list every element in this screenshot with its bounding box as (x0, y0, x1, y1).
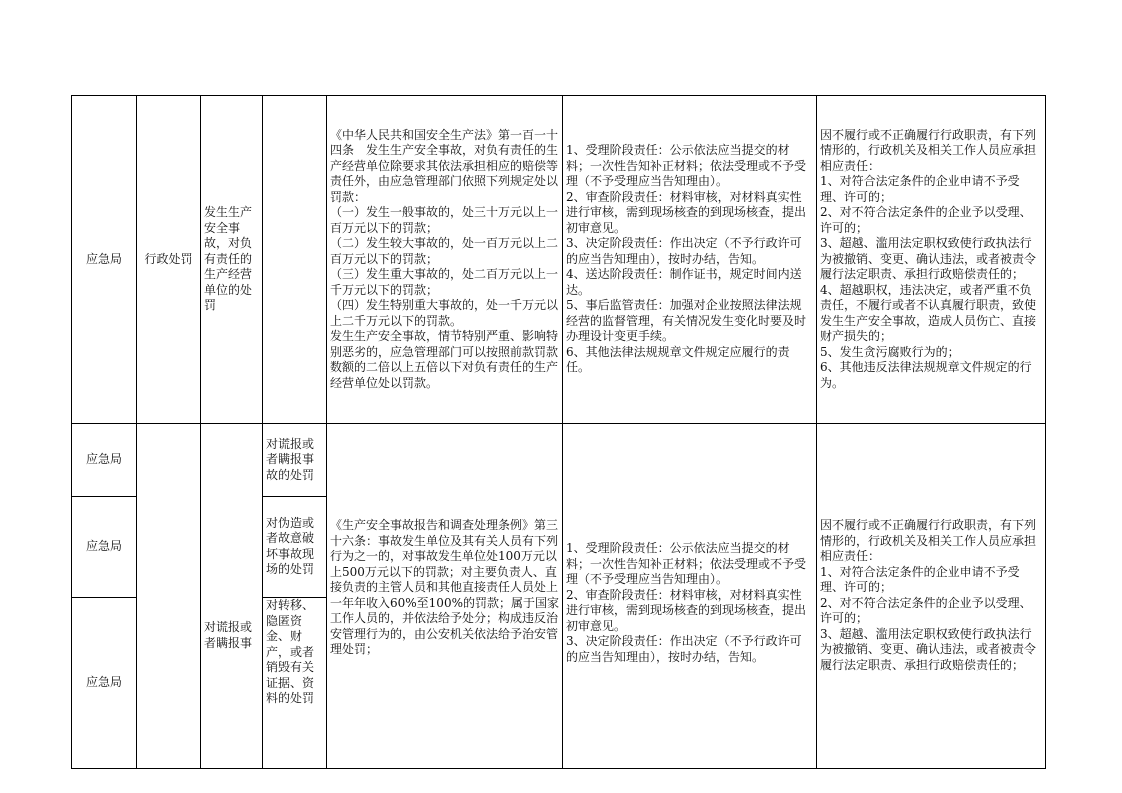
category-cell (137, 424, 201, 769)
legal-basis-text: 《生产安全事故报告和调查处理条例》第三十六条：事故发生单位及其有关人员有下列行为之一的，对事故发生单位处100万元以上500万元以下的罚款；对主要负责人、直接负责的主管人员和其他直接责任人员处上一年年收入60%至100%的罚款；属于国家工作人员的，并依法给予处分；构成违反治安管理行为的，由公安机关依法给予治安管理处罚； (330, 518, 559, 656)
category-cell: 行政处罚 (137, 96, 201, 424)
dept-cell: 应急局 (72, 96, 137, 424)
responsibility-text: 1、受理阶段责任：公示依法应当提交的材料；一次性告知补正材料；依法受理或不予受理（不予受理应当告知理由）。 2、审查阶段责任：材料审核，对材料真实性进行审核，需到现场核查的到现场核查，提出初审意见。 3、决定阶段责任：作出决定（不予行政许可的应当告知理由），按时办结，告知。 (566, 541, 807, 664)
item-text: 对谎报或者瞒报事 (204, 620, 253, 650)
accountability-cell: 因不履行或不正确履行行政职责，有下列情形的，行政机关及相关工作人员应承担相应责任： 1、对符合法定条件的企业申请不予受理、许可的； 2、对不符合法定条件的企业予以受理、许可的； 3、超越、滥用法定职权致使行政执法行为被撤销、变更、确认违法，或者被责令履行法定职责、承担行政赔偿责任的； 4、超越职权，违法决定，或者严重不负责任，不履行或者不认真履行职责，致使发生生产安全事故，造成人员伤亡、直接财产损失的； 5、发生贪污腐败行为的； 6、其他违反法律法规规章文件规定的行为。 (817, 96, 1046, 424)
dept-cell: 应急局 (72, 598, 137, 769)
item-cell: 发生生产安全事故，对负有责任的生产经营单位的处罚 (201, 96, 263, 424)
dept-cell: 应急局 (72, 496, 137, 597)
legal-basis-cell: 《中华人民共和国安全生产法》第一百一十四条 发生生产安全事故，对负有责任的生产经营单位除要求其依法承担相应的赔偿等责任外，由应急管理部门依照下列规定处以罚款： （一）发生一般事故的，处三十万元以上一百万元以下的罚款； （二）发生较大事故的，处一百万元以上二百万元以下的罚款； （三）发生重大事故的，处二百万元以上一千万元以下的罚款； （四）发生特别重大事故的，处一千万元以上二千万元以下的罚款。 发生生产安全事故，情节特别严重、影响特别恶劣的，应急管理部门可以按照前款罚款数额的二倍以上五倍以下对负有责任的生产经营单位处以罚款。 (327, 96, 563, 424)
accountability-text: 因不履行或不正确履行行政职责，有下列情形的，行政机关及相关工作人员应承担相应责任： 1、对符合法定条件的企业申请不予受理、许可的； 2、对不符合法定条件的企业予以受理、许可的； 3、超越、滥用法定职权致使行政执法行为被撤销、变更、确认违法，或者被责令履行法定职责、承担行政赔偿责任的； (820, 518, 1037, 672)
table-row (72, 424, 1046, 497)
sub-item-cell (263, 96, 327, 424)
dept-cell: 应急局 (72, 424, 137, 497)
power-list-table (71, 95, 1046, 769)
accountability-cell (817, 424, 1046, 769)
responsibility-cell (563, 424, 817, 769)
table-row (72, 96, 1046, 424)
legal-basis-cell (327, 424, 563, 769)
sub-item-cell: 对伪造或者故意破坏事故现场的处罚 (263, 496, 327, 597)
responsibility-cell: 1、受理阶段责任：公示依法应当提交的材料；一次性告知补正材料；依法受理或不予受理（不予受理应当告知理由）。 2、审查阶段责任：材料审核，对材料真实性进行审核，需到现场核查的到现场核查，提出初审意见。 3、决定阶段责任：作出决定（不予行政许可的应当告知理由），按时办结，告知。 4、送达阶段责任：制作证书，规定时间内送达。 5、事后监管责任：加强对企业按照法律法规经营的监督管理，有关情况发生变化时要及时办理设计变更手续。 6、其他法律法规规章文件规定应履行的责任。 (563, 96, 817, 424)
sub-item-cell: 对转移、隐匿资金、财产，或者销毁有关证据、资料的处罚 (263, 598, 327, 769)
sub-item-cell: 对谎报或者瞒报事故的处罚 (263, 424, 327, 497)
item-cell (201, 424, 263, 769)
